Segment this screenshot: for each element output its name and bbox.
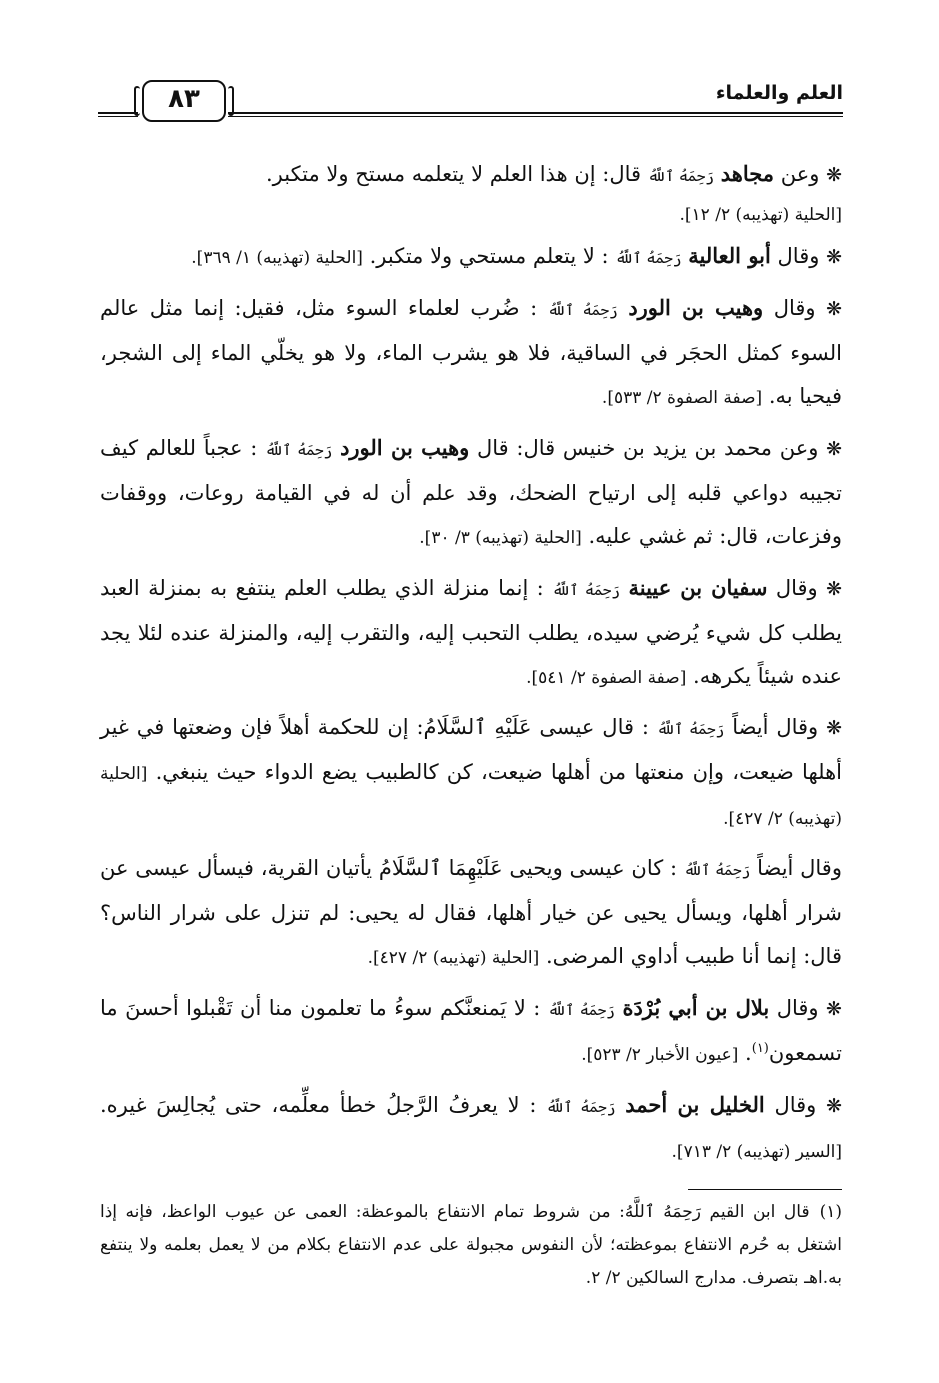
asterisk-ornament-icon: ❋ — [826, 246, 842, 268]
paragraph-mujahid — [100, 152, 842, 232]
asterisk-ornament-icon: ❋ — [826, 298, 842, 320]
quote-text: : عجباً للعالم كيف تجيبه دواعي قلبه إلى ارتياح الضحك، وقد علم أن له في القيامة روعات، ووقفات وفزعات، قال: ثم غشي عليه. — [100, 436, 842, 548]
scholar-name: الخليل بن أحمد — [625, 1092, 765, 1117]
quote-text: : لا يعرفُ الرَّجلُ خطأ معلِّمه، حتى يُجالِسَ غيره. — [100, 1093, 537, 1117]
running-header — [98, 76, 843, 132]
page-number: ٨٣ — [168, 84, 200, 114]
scholar-name: سفيان بن عيينة — [628, 575, 768, 600]
footnote-number: (١) — [819, 1202, 842, 1222]
quote-text: : لا يَمنعنَّكم سوءُ ما تعلمون منا أن تَقْبلوا أحسنَ ما تسمعون — [100, 996, 842, 1065]
quote-text: : قال عيسى عَلَيْهِ ٱلسَّلَامُ: إن للحكمة أهلاً فإن وضعتها في غير أهلها ضيعت، وإن منعتها من أهلها ضيعت، كن كالطبيب يضع الدواء حيث ينبغي. — [100, 715, 842, 784]
asterisk-ornament-icon: ❋ — [826, 578, 842, 600]
asterisk-ornament-icon: ❋ — [826, 998, 842, 1020]
quote-text: : كان عيسى ويحيى عَلَيْهِمَا ٱلسَّلَامُ يأتيان القرية، فيسأل عيسى عن شرار أهلها، ويسأل يحيى عن خيار أهلها، فقال له يحيى: لم تنزل على شرار الناس؟ قال: إنما أنا طبيب أداوي المرضى. — [100, 856, 842, 968]
paragraph-intro: وعن محمد بن يزيد بن خنيس قال: قال — [477, 436, 819, 460]
main-text — [100, 152, 842, 1180]
footnote-reference[interactable]: (١) — [751, 1041, 769, 1056]
citation: [صفة الصفوة ٢/ ٥٤١]. — [526, 668, 687, 688]
paragraph-intro: وقال — [774, 1093, 817, 1117]
paragraph-khalil — [100, 1083, 842, 1174]
quote-text-end: . — [745, 1041, 752, 1065]
footnote-text: قال ابن القيم رَحِمَهُ ٱللَّهُ: من شروط تمام الانتفاع بالموعظة: العمى عن عيوب الواعظ، فإنه إذا اشتغل به حُرم الانتفاع بموعظته؛ لأن النفوس مجبولة على عدم الانتفاع بكلام من لا يعمل بعلمه ولا ينتفع به.اهـ بتصرف. مدارج السالكين ٢/ ٢. — [100, 1202, 842, 1288]
citation: [الحلية (تهذيبه) ٢/ ١٢]. — [679, 205, 842, 225]
paragraph-wuhaib-2 — [100, 426, 842, 560]
paragraph-intro: وقال — [773, 296, 816, 320]
citation: [الحلية (تهذيبه) ٢/ ٤٢٧]. — [100, 764, 842, 829]
paragraph-wuhaib-1 — [100, 286, 842, 420]
honorific: رَحِمَهُ ٱللَّهُ — [647, 167, 715, 185]
honorific: رَحِمَهُ ٱللَّهُ — [552, 581, 621, 599]
quote-text: : لا يتعلم مستحي ولا متكبر. — [369, 244, 609, 268]
paragraph-intro: وقال — [775, 576, 818, 600]
header-rule-left — [98, 112, 138, 117]
paragraph-intro: وقال أيضاً — [757, 856, 842, 880]
paragraph-sufyan — [100, 566, 842, 700]
running-title: العلم والعلماء — [708, 82, 843, 104]
citation: [السير (تهذيبه) ٢/ ٧١٣]. — [671, 1142, 842, 1162]
citation: [الحلية (تهذيبه) ٣/ ٣٠]. — [419, 528, 582, 548]
paragraph-intro: وعن — [780, 162, 820, 186]
footnote-separator — [688, 1189, 842, 1190]
honorific: رَحِمَهُ ٱللَّهُ — [546, 1098, 616, 1116]
asterisk-ornament-icon: ❋ — [826, 438, 842, 460]
honorific: رَحِمَهُ ٱللَّهُ — [683, 861, 751, 879]
scholar-name: أبو العالية — [688, 243, 771, 268]
scholar-name: وهيب بن الورد — [340, 435, 470, 460]
asterisk-ornament-icon: ❋ — [826, 164, 842, 186]
quote-text: قال: إن هذا العلم لا يتعلمه مستح ولا متكبر. — [265, 162, 642, 186]
paragraph-intro: وقال — [777, 244, 820, 268]
page-number-frame — [142, 80, 226, 122]
scholar-name: بلال بن أبي بُرْدَة — [622, 995, 770, 1020]
quote-text: : إنما منزلة الذي يطلب العلم ينتفع به بمنزلة العبد يطلب كل شيء يُرضي سيده، يطلب التحبب إليه، والتقرب إليه، والمنزلة عنده لئلا يجد عنده شيئاً يكرهه. — [100, 576, 842, 688]
citation: [الحلية (تهذيبه) ١/ ٣٦٩]. — [191, 248, 363, 268]
paragraph-bilal — [100, 986, 842, 1077]
citation: [الحلية (تهذيبه) ٢/ ٤٢٧]. — [367, 948, 540, 968]
paragraph-intro: وقال أيضاً — [732, 715, 819, 739]
header-rule — [228, 112, 843, 117]
quote-text: : ضُرب لعلماء السوء مثل، فقيل: إنما مثل عالم السوء كمثل الحجَر في الساقية، فلا هو يشرب الماء، ولا هو يخلّي الماء إلى الشجر، فيحيا به. — [100, 296, 842, 408]
honorific: رَحِمَهُ ٱللَّهُ — [547, 1001, 615, 1019]
paragraph-sufyan-isa — [100, 706, 842, 841]
footnote — [100, 1196, 842, 1295]
honorific: رَحِمَهُ ٱللَّهُ — [547, 301, 618, 319]
honorific: رَحِمَهُ ٱللَّهُ — [615, 249, 682, 267]
scholar-name: مجاهد — [720, 161, 775, 186]
asterisk-ornament-icon: ❋ — [826, 1095, 842, 1117]
paragraph-intro: وقال — [776, 996, 819, 1020]
paragraph-isa-yahya — [100, 847, 842, 980]
scholar-name: وهيب بن الورد — [628, 295, 764, 320]
honorific: رَحِمَهُ ٱللَّهُ — [265, 441, 333, 459]
paragraph-abu-aliya — [100, 234, 842, 280]
citation: [صفة الصفوة ٢/ ٥٣٣]. — [601, 388, 763, 408]
honorific: رَحِمَهُ ٱللَّهُ — [656, 720, 725, 738]
citation: [عيون الأخبار ٢/ ٥٢٣]. — [581, 1045, 739, 1065]
asterisk-ornament-icon: ❋ — [826, 717, 842, 739]
